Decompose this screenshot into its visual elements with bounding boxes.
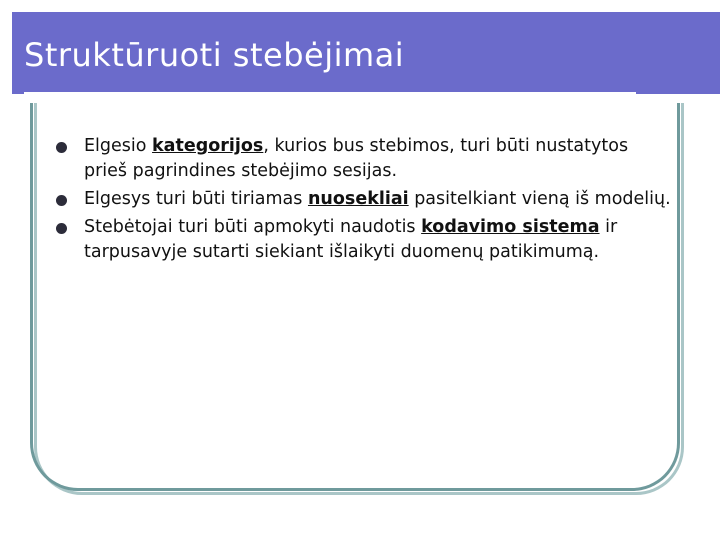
bullet-item bbox=[56, 187, 676, 212]
bullet-list bbox=[56, 134, 676, 268]
bullet-text-pre: Elgesys turi būti tiriamas bbox=[84, 189, 308, 209]
bullet-keyword: nuosekliai bbox=[307, 189, 409, 209]
bullet-text-post: , kurios bus stebimos, turi būti nustatytos prieš pagrindines stebėjimo sesijas. bbox=[84, 136, 629, 181]
bullet-dot-icon bbox=[56, 142, 67, 153]
bullet-dot-icon bbox=[56, 195, 67, 206]
bullet-item bbox=[56, 134, 676, 184]
bullet-text-post: pasitelkiant vieną iš modelių. bbox=[408, 189, 671, 209]
title-underline bbox=[24, 92, 636, 95]
bullet-text-post: ir tarpusavyje sutarti siekiant išlaikyti duomenų patikimumą. bbox=[84, 217, 618, 262]
bullet-keyword: kodavimo sistema bbox=[421, 217, 600, 237]
bullet-keyword: kategorijos bbox=[152, 136, 264, 156]
bullet-dot-icon bbox=[56, 223, 67, 234]
slide-title: Struktūruoti stebėjimai bbox=[24, 36, 405, 74]
bullet-item bbox=[56, 215, 676, 265]
bullet-text-pre: Stebėtojai turi būti apmokyti naudotis bbox=[84, 217, 422, 237]
bullet-text-pre: Elgesio bbox=[84, 136, 153, 156]
